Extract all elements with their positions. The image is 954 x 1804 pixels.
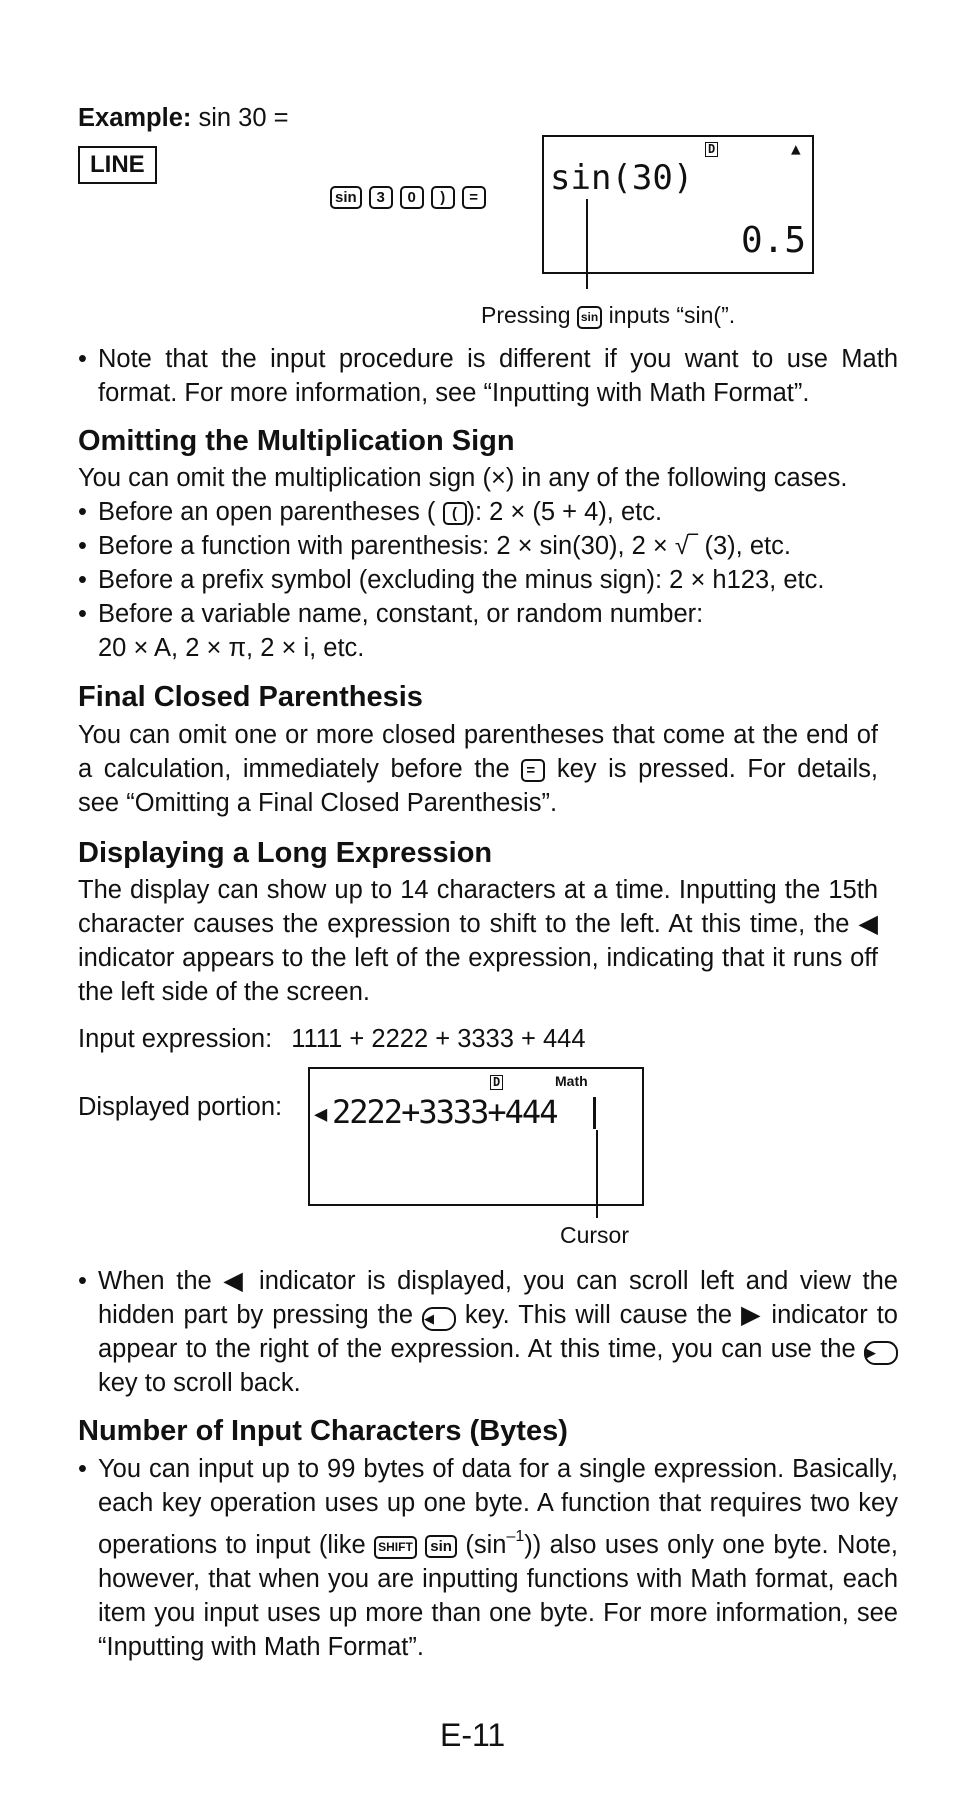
close-paren-key: ) [431,186,455,209]
three-key: 3 [369,186,393,209]
cursor-label: Cursor [560,1222,630,1248]
displayed-portion-label: Displayed portion: [78,1093,283,1121]
left-cursor-key-icon: ◀ [422,1307,456,1331]
equals-key: = [462,186,486,209]
up-indicator: ▲ [791,139,801,158]
note-math-format: • Note that the input procedure is different if you want to use Math format. For more information, see “Inputting with Math Format”. [78,342,898,410]
zero-key: 0 [400,186,424,209]
example-line [78,101,289,135]
right-cursor-key-icon: ▶ [864,1341,898,1365]
left-arrow-indicator: ◀ [314,1102,328,1127]
input-expression-label: Input expression: [78,1025,273,1053]
example-caption: Pressing sin inputs “sin(”. [481,302,736,328]
open-paren-key: ( [443,502,467,525]
key-sequence [330,186,486,209]
display-result: 0.5 [740,220,806,261]
sin-key: sin [330,186,362,209]
leader-line [586,199,588,289]
page-number: E-11 [440,1717,506,1753]
sin-key-bytes: sin [425,1535,457,1558]
heading-final-parenthesis: Final Closed Parenthesis [78,681,423,713]
math-indicator: Math [555,1073,588,1089]
example-expression: sin 30 = [198,104,289,132]
long-text: The display can show up to 14 characters at a time. Inputting the 15th character causes the expression to shift to the left. At this time, the ◀ indicator appears to the left of the expression, indicating that it runs off the left side of the screen. [78,876,878,1006]
shift-key: SHIFT [374,1536,417,1559]
sin-key-caption: sin [577,306,602,329]
heading-long-expression: Displaying a Long Expression [78,837,493,869]
heading-bytes: Number of Input Characters (Bytes) [78,1415,568,1447]
omit-bullet-4: • Before a variable name, constant, or random number: 20 × A, 2 × π, 2 × i, etc. [78,597,898,665]
equals-key-inline: = [521,759,545,782]
input-expression-line [78,1022,586,1056]
example-label: Example: [78,104,192,132]
final-text: You can omit one or more closed parentheses that come at the end of a calculation, immediately before the = key is pressed. For details, see “Omitting a Final Closed Parenthesis”. [78,721,879,817]
degree-indicator-long: D [490,1075,503,1090]
degree-indicator: D [705,142,718,157]
line-mode-badge: LINE [78,146,157,184]
display-input: sin(30) [550,158,694,198]
lcd-display-example [542,135,814,274]
omit-bullet-2: • Before a function with parenthesis: 2 × sin(30), 2 × √‾ (3), etc. [78,529,898,563]
omit-intro: You can omit the multiplication sign (×) in any of the following cases. [78,464,848,492]
display-long-text: 2222+3333+444 [332,1093,557,1131]
bytes-text: • You can input up to 99 bytes of data for a single expression. Basically, each key operation uses up one byte. A function that requires two key operations to input (like SHIFT $\sin (\sin^{-1})$) also uses only one byte. Note, however, that when you are inputting functions with Math format, each item you input uses up more than one byte. For more information, see “Inputting with Math Format”. [78,1452,898,1664]
input-expression-value: 1111 + 2222 + 3333 + 444 [291,1025,586,1053]
display-cursor [593,1097,596,1129]
cursor-leader-line [596,1130,598,1218]
omit-bullet-1: • Before an open parentheses ( ( ): 2 × (5 + 4), etc. [78,495,898,529]
heading-omitting: Omitting the Multiplication Sign [78,425,515,457]
omit-bullet-3: • Before a prefix symbol (excluding the minus sign): 2 × h123, etc. [78,563,898,597]
lcd-display-long [308,1067,644,1206]
scroll-note: • When the ◀ indicator is displayed, you can scroll left and view the hidden part by pressing the ◀ key. This will cause the ▶ indicator to appear to the right of the expression. At this time, you can use the ▶ key to scroll back. [78,1264,898,1400]
